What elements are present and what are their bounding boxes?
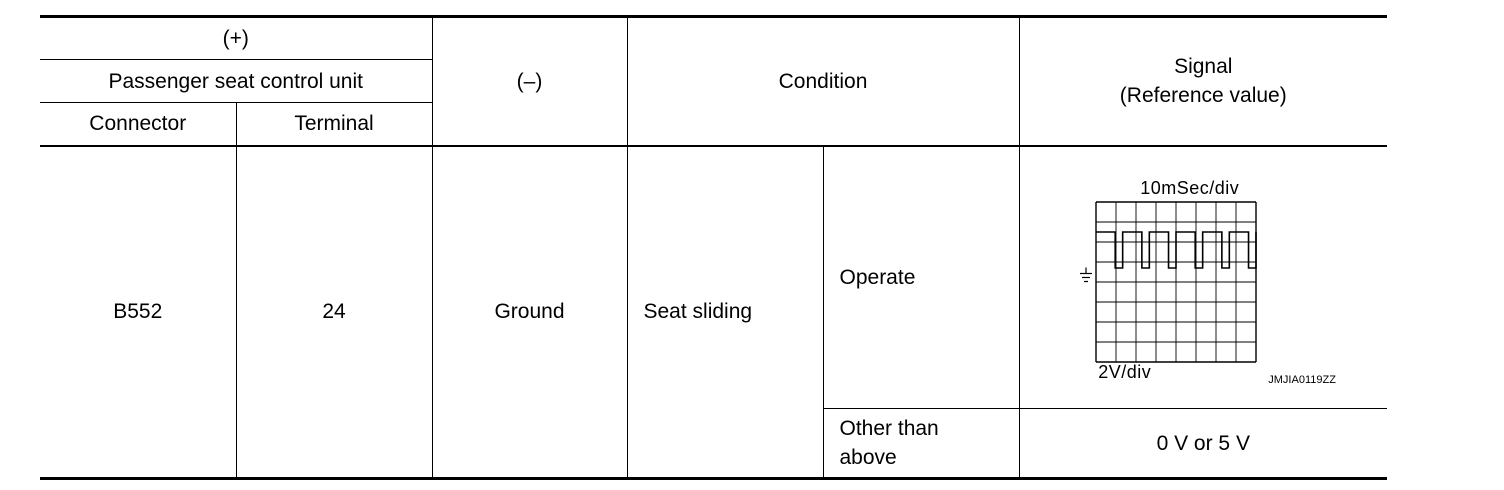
terminal-cell: 24: [236, 146, 432, 479]
connector-cell: B552: [40, 146, 236, 479]
other-line2: above: [839, 446, 897, 469]
pulse-waveform: [1096, 232, 1256, 268]
other-value-cell: 0 V or 5 V: [1019, 409, 1387, 479]
terminal-spec-table: [40, 15, 1387, 480]
signal-header: [1019, 17, 1387, 146]
condition-header: Condition: [627, 17, 1019, 146]
volt-div-label: 2V/div: [1098, 361, 1152, 382]
waveform-graph: [1058, 170, 1348, 385]
connector-header: Connector: [40, 103, 236, 146]
condition-cell: Seat sliding: [627, 146, 823, 479]
other-cell: [823, 409, 1019, 479]
ground-cell: Ground: [432, 146, 627, 479]
minus-header: (–): [432, 17, 627, 146]
operate-cell: Operate: [823, 146, 1019, 409]
waveform-cell: [1019, 146, 1387, 409]
oscilloscope-figure: [1058, 170, 1348, 385]
plus-header: (+): [40, 17, 432, 60]
time-div-label: 10mSec/div: [1140, 177, 1240, 198]
signal-header-line2: (Reference value): [1119, 84, 1287, 108]
unit-header: Passenger seat control unit: [40, 60, 432, 103]
image-code: JMJIA0119ZZ: [1268, 373, 1336, 386]
signal-header-line1: Signal: [1174, 55, 1233, 79]
other-line1: Other than: [839, 417, 939, 440]
terminal-header: Terminal: [236, 103, 432, 146]
